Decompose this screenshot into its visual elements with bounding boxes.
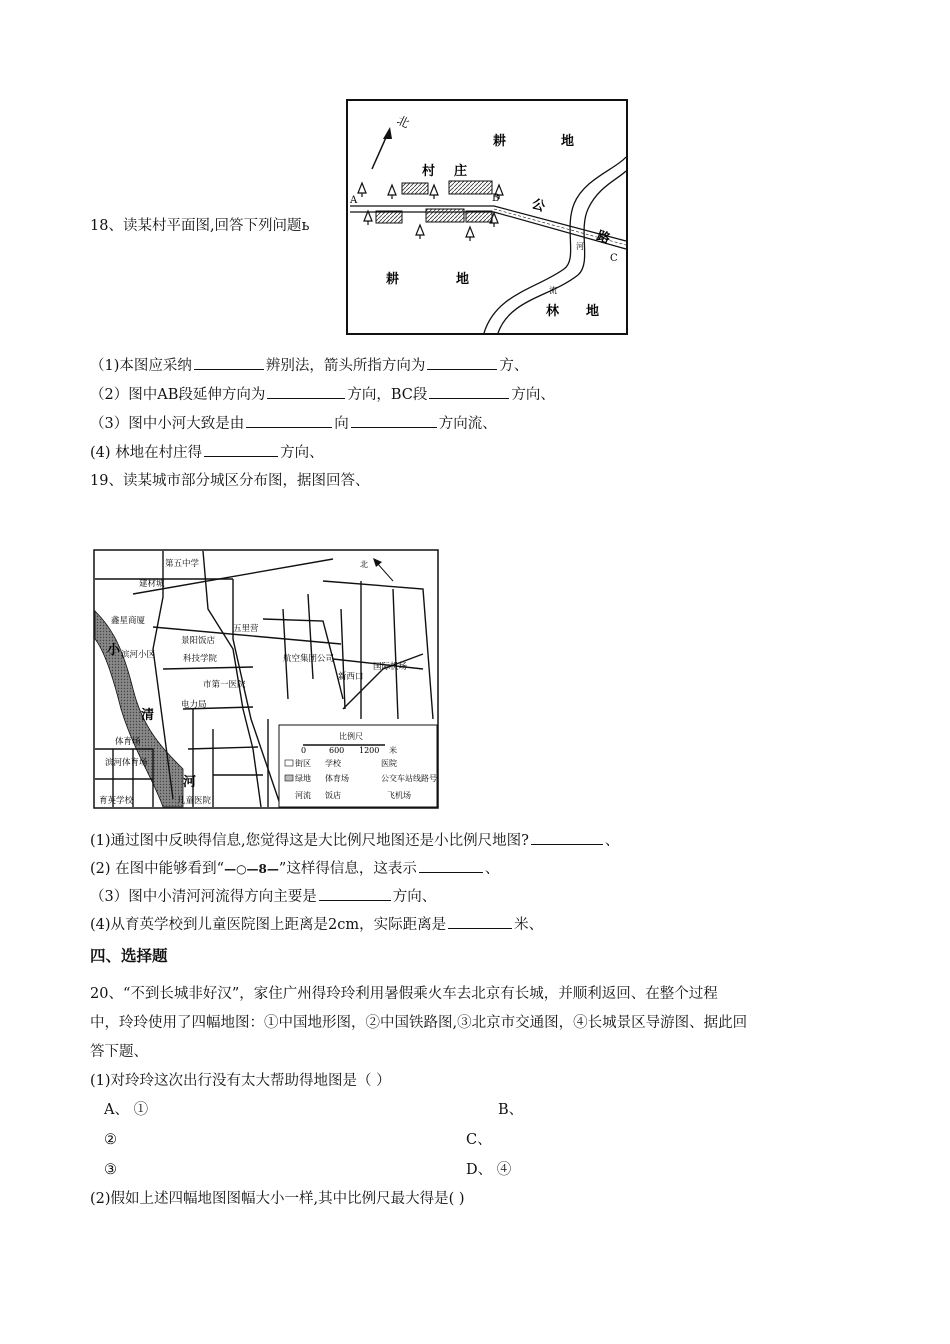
- farmland-top-char-1: 耕: [493, 134, 507, 149]
- svg-text:建材城: 建材城: [139, 579, 165, 589]
- q18-prompt-text: 18、读某村平面图,回答下列问题: [90, 218, 302, 234]
- q20-line-3: 答下题、: [90, 1044, 148, 1060]
- option-b[interactable]: B、: [498, 1102, 524, 1118]
- village-map: [346, 99, 628, 335]
- city-north-label: 北: [360, 560, 368, 569]
- svg-text:0: 0: [301, 746, 307, 755]
- answer-blank[interactable]: [448, 914, 512, 929]
- svg-text:飞机场: 飞机场: [387, 791, 411, 800]
- q20-sub-2: (2)假如上述四幅地图图幅大小一样,其中比例尺最大得是( ): [90, 1191, 465, 1207]
- svg-text:河流: 河流: [295, 791, 311, 800]
- q20-line-2: 中，玲玲使用了四幅地图：①中国地形图，②中国铁路图,③北京市交通图，④长城景区导游图、据此回: [90, 1015, 748, 1031]
- svg-text:景阳饭店: 景阳饭店: [181, 636, 216, 646]
- section-title: 四、选择题: [90, 947, 168, 965]
- q18-item-4: (4) 林地在村庄得 方向、: [90, 442, 324, 463]
- q18-item-2: （2）图中AB段延伸方向为 方向，BC段 方向、: [90, 384, 555, 405]
- road-char-1: 公: [529, 196, 547, 216]
- answer-blank[interactable]: [319, 886, 391, 901]
- svg-text:绿地: 绿地: [295, 774, 311, 783]
- q19-item-1: (1)通过图中反映得信息,您觉得这是大比例尺地图还是小比例尺地图? 、: [90, 830, 619, 851]
- q18-prompt-tail: ь: [301, 218, 310, 234]
- svg-text:儿童医院: 儿童医院: [177, 796, 212, 806]
- svg-text:国际机场: 国际机场: [373, 662, 408, 672]
- scale-title: 比例尺: [339, 732, 363, 741]
- point-b-label: B: [492, 193, 500, 204]
- answer-blank[interactable]: [267, 384, 345, 399]
- svg-text:学校: 学校: [325, 759, 341, 768]
- answer-blank[interactable]: [204, 442, 278, 457]
- answer-blank[interactable]: [246, 413, 332, 428]
- river-label: 河: [576, 242, 584, 251]
- north-label: 北: [394, 113, 412, 131]
- forest-char-1: 林: [546, 304, 560, 319]
- svg-text:育英学校: 育英学校: [99, 796, 134, 806]
- point-c-label: C: [610, 253, 618, 264]
- farmland-top-char-2: 地: [561, 134, 575, 149]
- svg-text:五里营: 五里营: [233, 624, 259, 634]
- svg-text:鑫星商厦: 鑫星商厦: [111, 616, 146, 626]
- forest-char-2: 地: [586, 304, 600, 319]
- farmland-bottom-char-2: 地: [456, 272, 470, 287]
- river-label-2: 流: [549, 286, 557, 295]
- svg-text:新西口: 新西口: [338, 672, 364, 682]
- q19-item-3: （3）图中小清河河流得方向主要是 方向、: [90, 886, 436, 907]
- option-a[interactable]: A、 ①: [104, 1102, 149, 1118]
- svg-text:体育场: 体育场: [325, 774, 349, 783]
- map-legend: [279, 725, 437, 807]
- answer-blank[interactable]: [531, 830, 603, 845]
- q20-sub-1: (1)对玲玲这次出行没有太大帮助得地图是（ ）: [90, 1073, 391, 1089]
- point-a-label: A: [350, 195, 358, 206]
- river-char-2: 清: [141, 708, 155, 723]
- svg-text:滨河小区: 滨河小区: [121, 650, 156, 660]
- svg-text:科技学院: 科技学院: [183, 654, 218, 664]
- svg-text:电力局: 电力局: [181, 700, 207, 710]
- option-c[interactable]: C、: [466, 1132, 492, 1148]
- svg-text:第五中学: 第五中学: [165, 559, 200, 569]
- svg-text:1200: 1200: [359, 746, 380, 755]
- road-char-2: 路: [594, 228, 612, 248]
- river-char-1: 小: [107, 643, 121, 658]
- river-char-3: 河: [183, 775, 197, 790]
- svg-text:米: 米: [389, 746, 397, 755]
- village-char-2: 庄: [454, 164, 468, 179]
- q18-item-1: （1)本图应采纳 辨别法，箭头所指方向为 方、: [90, 355, 528, 376]
- answer-blank[interactable]: [419, 858, 483, 873]
- svg-text:公交车站线路号: 公交车站线路号: [381, 774, 437, 783]
- q19-item-4: (4)从育英学校到儿童医院图上距离是2cm，实际距离是 米、: [90, 914, 543, 935]
- svg-text:滨河体育场: 滨河体育场: [105, 758, 148, 768]
- svg-text:体育场: 体育场: [115, 737, 141, 747]
- q20-line-1: 20、“不到长城非好汉”，家住广州得玲玲利用暑假乘火车去北京有长城，并顺利返回、在整个过程: [90, 986, 718, 1002]
- q18-item-3: （3）图中小河大致是由 向 方向流、: [90, 413, 497, 434]
- q19-item-2: (2) 在图中能够看到“—○—8—”这样得信息，这表示 、: [90, 858, 499, 879]
- bus-line-symbol: —○—8—: [224, 862, 279, 876]
- option-b-value[interactable]: ②: [104, 1132, 117, 1148]
- answer-blank[interactable]: [351, 413, 437, 428]
- village-char-1: 村: [422, 164, 436, 179]
- answer-blank[interactable]: [427, 355, 497, 370]
- svg-text:市第一医院: 市第一医院: [203, 680, 246, 690]
- q18-prompt: [90, 216, 309, 236]
- city-map: [93, 549, 439, 809]
- option-d[interactable]: D、 ④: [466, 1162, 512, 1178]
- svg-text:600: 600: [329, 746, 345, 755]
- svg-text:航空集团公司: 航空集团公司: [283, 654, 335, 664]
- svg-text:饭店: 饭店: [325, 791, 341, 800]
- answer-blank[interactable]: [194, 355, 264, 370]
- q19-prompt: 19、读某城市部分城区分布图，据图回答、: [90, 473, 370, 489]
- answer-blank[interactable]: [429, 384, 509, 399]
- farmland-bottom-char-1: 耕: [386, 272, 400, 287]
- svg-text:街区: 街区: [295, 759, 311, 768]
- option-c-value[interactable]: ③: [104, 1162, 117, 1178]
- svg-text:医院: 医院: [381, 759, 397, 768]
